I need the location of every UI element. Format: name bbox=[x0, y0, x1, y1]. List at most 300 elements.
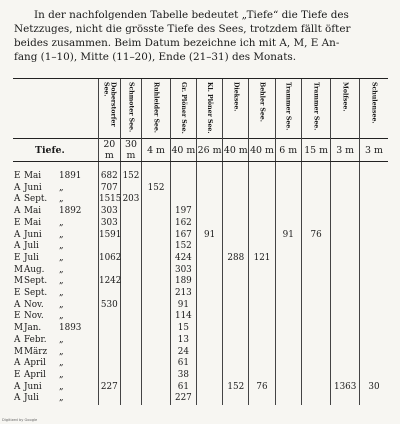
date-period: E bbox=[14, 311, 21, 322]
depth-cell: 30 m bbox=[120, 139, 142, 162]
value-cell bbox=[275, 194, 301, 206]
value-cell bbox=[223, 241, 249, 253]
date-year: „ bbox=[59, 241, 64, 252]
value-cell bbox=[120, 370, 142, 382]
date-period: A bbox=[14, 393, 21, 404]
value-cell bbox=[275, 382, 301, 394]
date-year: „ bbox=[59, 264, 64, 275]
date-month: Nov. bbox=[24, 299, 44, 310]
value-cell bbox=[331, 393, 359, 405]
depth-cell: 40 m bbox=[170, 139, 196, 162]
column-header-label: Molfsee. bbox=[341, 82, 349, 112]
value-cell bbox=[120, 241, 142, 253]
value-cell bbox=[275, 206, 301, 218]
date-cell bbox=[13, 194, 98, 206]
date-year: „ bbox=[59, 311, 64, 322]
value-cell bbox=[196, 323, 222, 335]
value-cell bbox=[120, 382, 142, 394]
table-row bbox=[13, 194, 388, 206]
value-cell bbox=[275, 276, 301, 288]
value-cell bbox=[142, 347, 170, 359]
date-period: A bbox=[14, 229, 21, 240]
value-cell bbox=[142, 171, 170, 183]
value-cell bbox=[301, 206, 331, 218]
spacer-row bbox=[13, 162, 388, 172]
column-header-label: Dieksee. bbox=[232, 82, 240, 112]
date-period: A bbox=[14, 241, 21, 252]
value-cell bbox=[120, 253, 142, 265]
depth-cell: 26 m bbox=[196, 139, 222, 162]
value-cell: 1515 bbox=[98, 194, 122, 205]
value-cell bbox=[249, 265, 275, 277]
value-cell bbox=[142, 370, 170, 382]
header-row bbox=[13, 79, 388, 139]
value-cell bbox=[301, 265, 331, 277]
value-cell bbox=[331, 347, 359, 359]
value-cell: 203 bbox=[120, 194, 142, 206]
date-month: Mai bbox=[24, 171, 42, 181]
value-cell bbox=[196, 218, 222, 230]
date-cell bbox=[13, 218, 98, 230]
value-cell: 15 bbox=[170, 323, 196, 335]
value-cell bbox=[98, 241, 120, 253]
value-cell bbox=[301, 183, 331, 195]
value-cell bbox=[142, 358, 170, 370]
date-year: „ bbox=[59, 334, 64, 345]
value-cell bbox=[196, 253, 222, 265]
date-month: Nov. bbox=[24, 311, 44, 322]
table-row bbox=[13, 300, 388, 312]
value-cell bbox=[301, 300, 331, 312]
value-cell bbox=[196, 276, 222, 288]
value-cell bbox=[120, 335, 142, 347]
value-cell bbox=[142, 382, 170, 394]
value-cell bbox=[223, 347, 249, 359]
date-cell bbox=[13, 265, 98, 277]
date-period: A bbox=[14, 381, 21, 392]
value-cell bbox=[359, 323, 388, 335]
value-cell bbox=[98, 370, 120, 382]
value-cell bbox=[170, 194, 196, 206]
intro-line: Netzzuges, nicht die grösste Tiefe des Sees, trotzdem fällt öfter bbox=[14, 23, 351, 35]
value-cell bbox=[120, 300, 142, 312]
depth-cell: 3 m bbox=[359, 139, 388, 162]
table-row bbox=[13, 335, 388, 347]
value-cell bbox=[249, 370, 275, 382]
table-row bbox=[13, 358, 388, 370]
value-cell bbox=[142, 393, 170, 405]
date-year: „ bbox=[59, 393, 64, 404]
column-header-label: Behler See. bbox=[258, 82, 266, 122]
column-header bbox=[359, 79, 388, 139]
plankton-table bbox=[13, 78, 388, 405]
header-corner bbox=[13, 79, 98, 139]
value-cell: 152 bbox=[170, 241, 196, 253]
date-cell bbox=[13, 253, 98, 265]
date-period: M bbox=[14, 323, 24, 334]
depth-cell: 40 m bbox=[223, 139, 249, 162]
value-cell bbox=[331, 183, 359, 195]
table-row bbox=[13, 276, 388, 288]
column-header-label: Trammer See. bbox=[284, 82, 292, 131]
depth-label: Tiefe. bbox=[13, 139, 98, 162]
table-row bbox=[13, 288, 388, 300]
date-month: April bbox=[24, 358, 46, 369]
value-cell bbox=[142, 206, 170, 218]
value-cell bbox=[359, 347, 388, 359]
value-cell: 288 bbox=[223, 253, 249, 265]
date-cell bbox=[13, 335, 98, 347]
value-cell bbox=[249, 230, 275, 242]
value-cell bbox=[249, 218, 275, 230]
value-cell bbox=[359, 265, 388, 277]
value-cell bbox=[249, 206, 275, 218]
value-cell bbox=[223, 265, 249, 277]
value-cell bbox=[223, 288, 249, 300]
value-cell: 1242 bbox=[98, 276, 122, 287]
depth-cell: 40 m bbox=[249, 139, 275, 162]
value-cell bbox=[223, 335, 249, 347]
value-cell bbox=[142, 253, 170, 265]
value-cell bbox=[223, 300, 249, 312]
value-cell bbox=[275, 300, 301, 312]
value-cell bbox=[275, 393, 301, 405]
value-cell bbox=[331, 276, 359, 288]
value-cell bbox=[301, 218, 331, 230]
value-cell bbox=[249, 241, 275, 253]
value-cell: 303 bbox=[98, 206, 120, 218]
value-cell bbox=[301, 323, 331, 335]
value-cell bbox=[275, 311, 301, 323]
table-row bbox=[13, 253, 388, 265]
depth-row bbox=[13, 139, 388, 162]
date-period: E bbox=[14, 369, 21, 380]
date-month: Juli bbox=[24, 252, 39, 263]
table-row bbox=[13, 265, 388, 277]
value-cell bbox=[275, 347, 301, 359]
date-month: Mai bbox=[24, 217, 42, 228]
value-cell bbox=[301, 288, 331, 300]
column-header bbox=[331, 79, 359, 139]
intro-line: In der nachfolgenden Tabelle bedeutet „Tiefe“ die Tiefe des bbox=[34, 9, 349, 21]
table-row bbox=[13, 230, 388, 242]
value-cell bbox=[331, 194, 359, 206]
date-year: „ bbox=[59, 299, 64, 310]
date-period: M bbox=[14, 264, 24, 275]
date-cell bbox=[13, 393, 98, 405]
date-month: Juni bbox=[24, 381, 42, 392]
date-cell bbox=[13, 288, 98, 300]
value-cell bbox=[196, 335, 222, 347]
value-cell bbox=[359, 335, 388, 347]
value-cell bbox=[301, 241, 331, 253]
table-row bbox=[13, 370, 388, 382]
value-cell bbox=[98, 311, 120, 323]
value-cell: 121 bbox=[249, 253, 275, 265]
value-cell: 530 bbox=[98, 300, 120, 312]
value-cell bbox=[249, 171, 275, 183]
footer-note: Digitized by Google bbox=[2, 418, 38, 422]
value-cell bbox=[98, 265, 120, 277]
value-cell bbox=[249, 311, 275, 323]
value-cell bbox=[98, 335, 120, 347]
date-month: Jan. bbox=[24, 323, 42, 334]
column-header-label: Trammer See. bbox=[312, 82, 320, 131]
value-cell bbox=[120, 323, 142, 335]
intro-paragraph bbox=[14, 8, 386, 64]
depth-cell: 3 m bbox=[331, 139, 359, 162]
value-cell bbox=[142, 230, 170, 242]
column-header bbox=[275, 79, 301, 139]
value-cell bbox=[196, 265, 222, 277]
value-cell: 38 bbox=[170, 370, 196, 382]
value-cell: 30 bbox=[359, 382, 388, 394]
value-cell bbox=[331, 206, 359, 218]
date-period: A bbox=[14, 182, 21, 193]
date-year: „ bbox=[59, 381, 64, 392]
value-cell bbox=[331, 230, 359, 242]
date-period: E bbox=[14, 288, 21, 299]
value-cell bbox=[196, 311, 222, 323]
column-header-label: Ruhleider See. bbox=[152, 82, 160, 133]
value-cell bbox=[331, 335, 359, 347]
date-period: A bbox=[14, 334, 21, 345]
value-cell bbox=[98, 347, 120, 359]
date-period: A bbox=[14, 194, 21, 205]
value-cell bbox=[98, 288, 120, 300]
date-cell bbox=[13, 382, 98, 394]
value-cell bbox=[223, 393, 249, 405]
value-cell bbox=[196, 194, 222, 206]
date-period: E bbox=[14, 171, 21, 181]
value-cell: 303 bbox=[170, 265, 196, 277]
value-cell bbox=[223, 358, 249, 370]
value-cell bbox=[223, 323, 249, 335]
column-header bbox=[98, 79, 120, 139]
column-header bbox=[170, 79, 196, 139]
date-period: E bbox=[14, 252, 21, 263]
value-cell: 167 bbox=[170, 230, 196, 242]
value-cell: 1591 bbox=[98, 229, 122, 240]
date-month: Juli bbox=[24, 241, 39, 252]
value-cell: 91 bbox=[196, 230, 222, 242]
value-cell bbox=[359, 230, 388, 242]
value-cell: 682 bbox=[98, 171, 120, 183]
value-cell bbox=[359, 253, 388, 265]
value-cell bbox=[196, 288, 222, 300]
column-header bbox=[120, 79, 142, 139]
value-cell bbox=[359, 288, 388, 300]
value-cell bbox=[223, 370, 249, 382]
value-cell bbox=[359, 241, 388, 253]
value-cell bbox=[142, 335, 170, 347]
date-year: 1893 bbox=[59, 323, 82, 334]
value-cell: 61 bbox=[170, 358, 196, 370]
value-cell bbox=[331, 323, 359, 335]
value-cell bbox=[120, 218, 142, 230]
value-cell bbox=[359, 276, 388, 288]
value-cell bbox=[249, 393, 275, 405]
value-cell bbox=[301, 171, 331, 183]
date-month: Juni bbox=[24, 182, 42, 193]
date-year: „ bbox=[59, 288, 64, 299]
date-year: 1891 bbox=[59, 171, 82, 181]
value-cell bbox=[120, 393, 142, 405]
value-cell: 197 bbox=[170, 206, 196, 218]
value-cell bbox=[331, 241, 359, 253]
value-cell bbox=[142, 241, 170, 253]
value-cell: 424 bbox=[170, 253, 196, 265]
value-cell bbox=[142, 323, 170, 335]
date-cell bbox=[13, 241, 98, 253]
value-cell bbox=[142, 265, 170, 277]
value-cell bbox=[142, 218, 170, 230]
table-row bbox=[13, 218, 388, 230]
value-cell bbox=[275, 265, 301, 277]
value-cell bbox=[359, 358, 388, 370]
value-cell bbox=[223, 194, 249, 206]
date-cell bbox=[13, 276, 98, 288]
column-header bbox=[142, 79, 170, 139]
value-cell bbox=[331, 265, 359, 277]
value-cell bbox=[249, 335, 275, 347]
value-cell: 707 bbox=[98, 183, 120, 195]
date-month: Juli bbox=[24, 393, 39, 404]
value-cell: 61 bbox=[170, 382, 196, 394]
date-period: A bbox=[14, 358, 21, 369]
date-cell bbox=[13, 323, 98, 335]
value-cell: 189 bbox=[170, 276, 196, 288]
value-cell: 152 bbox=[120, 171, 142, 183]
date-year: „ bbox=[59, 182, 64, 193]
value-cell: 24 bbox=[170, 347, 196, 359]
value-cell bbox=[359, 218, 388, 230]
value-cell bbox=[196, 241, 222, 253]
value-cell: 13 bbox=[170, 335, 196, 347]
column-header bbox=[196, 79, 222, 139]
date-year: „ bbox=[59, 276, 64, 287]
value-cell bbox=[142, 288, 170, 300]
value-cell bbox=[249, 288, 275, 300]
date-month: Juni bbox=[24, 229, 42, 240]
table-body bbox=[13, 171, 388, 405]
value-cell bbox=[196, 347, 222, 359]
value-cell bbox=[196, 393, 222, 405]
value-cell bbox=[223, 311, 249, 323]
column-header-label: Schulensee. bbox=[370, 82, 378, 124]
value-cell bbox=[275, 323, 301, 335]
value-cell bbox=[196, 183, 222, 195]
value-cell bbox=[359, 370, 388, 382]
value-cell bbox=[301, 335, 331, 347]
value-cell bbox=[331, 253, 359, 265]
value-cell: 227 bbox=[170, 393, 196, 405]
value-cell bbox=[120, 347, 142, 359]
table-row bbox=[13, 382, 388, 394]
depth-cell: 4 m bbox=[142, 139, 170, 162]
value-cell bbox=[223, 171, 249, 183]
date-period: M bbox=[14, 276, 24, 287]
value-cell bbox=[301, 382, 331, 394]
value-cell: 1062 bbox=[98, 252, 122, 263]
value-cell bbox=[275, 358, 301, 370]
value-cell bbox=[275, 253, 301, 265]
date-cell bbox=[13, 230, 98, 242]
date-month: Sept. bbox=[24, 288, 48, 299]
value-cell bbox=[275, 288, 301, 300]
column-header bbox=[223, 79, 249, 139]
value-cell bbox=[301, 347, 331, 359]
value-cell bbox=[359, 393, 388, 405]
date-cell bbox=[13, 183, 98, 195]
value-cell bbox=[223, 230, 249, 242]
value-cell bbox=[359, 194, 388, 206]
value-cell bbox=[331, 288, 359, 300]
value-cell bbox=[120, 276, 142, 288]
value-cell bbox=[98, 358, 120, 370]
depth-cell: 15 m bbox=[301, 139, 331, 162]
date-cell bbox=[13, 311, 98, 323]
value-cell: 162 bbox=[170, 218, 196, 230]
value-cell bbox=[249, 347, 275, 359]
value-cell bbox=[331, 218, 359, 230]
value-cell bbox=[223, 206, 249, 218]
date-cell bbox=[13, 347, 98, 359]
date-month: Aug. bbox=[24, 264, 45, 275]
value-cell: 76 bbox=[249, 382, 275, 394]
table-row bbox=[13, 206, 388, 218]
value-cell bbox=[249, 194, 275, 206]
date-cell bbox=[13, 206, 98, 218]
value-cell bbox=[120, 183, 142, 195]
value-cell: 76 bbox=[301, 230, 331, 242]
value-cell bbox=[301, 253, 331, 265]
depth-cell: 20 m bbox=[98, 139, 120, 162]
date-year: „ bbox=[59, 252, 64, 263]
value-cell bbox=[120, 230, 142, 242]
value-cell: 213 bbox=[170, 288, 196, 300]
column-header-label: Doberstorfer See. bbox=[102, 82, 117, 127]
table-row bbox=[13, 347, 388, 359]
value-cell bbox=[196, 206, 222, 218]
value-cell bbox=[142, 311, 170, 323]
date-year: „ bbox=[59, 217, 64, 228]
intro-line: fang (1–10), Mitte (11–20), Ende (21–31) des Monats. bbox=[14, 51, 297, 63]
value-cell bbox=[249, 323, 275, 335]
value-cell bbox=[196, 171, 222, 183]
value-cell bbox=[301, 370, 331, 382]
value-cell bbox=[359, 171, 388, 183]
date-year: „ bbox=[59, 229, 64, 240]
value-cell bbox=[301, 194, 331, 206]
value-cell bbox=[275, 335, 301, 347]
date-year: 1892 bbox=[59, 206, 82, 217]
value-cell: 91 bbox=[170, 300, 196, 312]
column-header bbox=[249, 79, 275, 139]
value-cell bbox=[120, 311, 142, 323]
table-row bbox=[13, 183, 388, 195]
date-month: März bbox=[24, 346, 48, 357]
value-cell bbox=[120, 206, 142, 218]
table-row bbox=[13, 311, 388, 323]
table-row bbox=[13, 323, 388, 335]
value-cell bbox=[223, 276, 249, 288]
value-cell bbox=[249, 358, 275, 370]
intro-line: beides zusammen. Beim Datum bezeichne ich mit A, M, E An- bbox=[14, 37, 340, 49]
value-cell bbox=[120, 358, 142, 370]
value-cell: 114 bbox=[170, 311, 196, 323]
value-cell bbox=[120, 288, 142, 300]
